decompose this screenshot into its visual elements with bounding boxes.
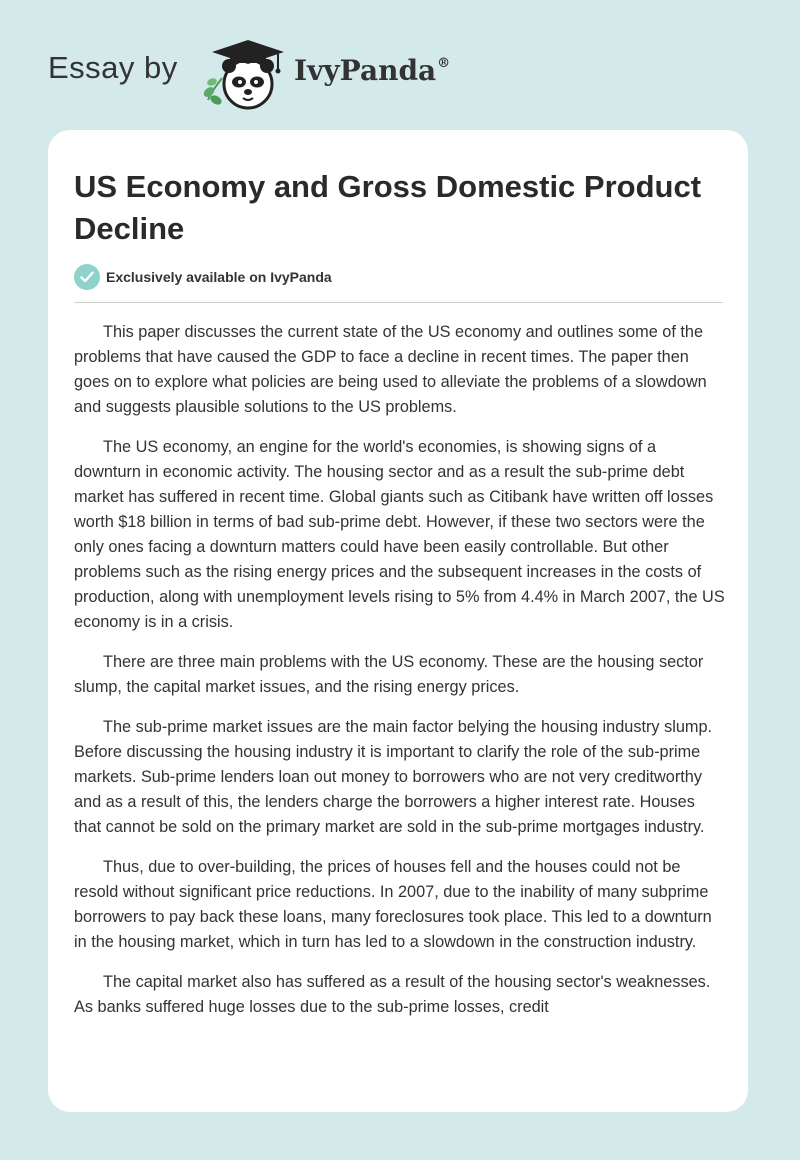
paragraph: There are three main problems with the US economy. These are the housing sector slump, the capital market issues, and the rising energy prices. (74, 653, 704, 696)
panda-logo-icon[interactable] (200, 34, 292, 114)
essay-body (74, 320, 726, 1080)
paragraph: This paper discusses the current state of the US economy and outlines some of the problems that have caused the GDP to face a decline in recent times. The paper then goes on to explore what policies are being used to alleviate the problems of a slowdown and suggests plausible solutions to the US problems. (74, 323, 707, 416)
paragraph: The capital market also has suffered as a result of the housing sector's weaknesses. As banks suffered huge losses due to the sub-prime losses, credit (74, 973, 711, 1016)
essay-card (48, 130, 748, 1112)
essay-by-label: Essay by (48, 50, 178, 85)
paragraph: The sub-prime market issues are the main factor belying the housing industry slump. Before discussing the housing industry it is important to clarify the role of the sub-prime markets. Sub-prime lenders loan out money to borrowers who are not very creditworthy and as a result of this, the lenders charge the borrowers a higher interest rate. Houses that cannot be sold on the primary market are sold in the sub-prime mortgages industry. (74, 718, 713, 836)
exclusive-badge (74, 264, 332, 290)
brand-name-text: IvyPanda (294, 54, 437, 87)
site-header (48, 30, 508, 110)
essay-title: US Economy and Gross Domestic Product Decline (74, 169, 702, 246)
paragraph: Thus, due to over-building, the prices of houses fell and the houses could not be resold without significant price reductions. In 2007, due to the inability of many subprime borrowers to pay back these loans, many foreclosures took place. This led to a downturn in the housing market, which in turn has led to a slowdown in the construction industry. (74, 858, 712, 951)
registered-mark: ® (437, 56, 451, 71)
ivypanda-brand-name[interactable] (294, 54, 450, 87)
divider (74, 302, 723, 303)
paragraph: The US economy, an engine for the world's economies, is showing signs of a downturn in economic activity. The housing sector and as a result the sub-prime debt market has suffered in recent time. Global giants such as Citibank have written off losses worth $18 billion in terms of bad sub-prime debt. However, if these two sectors were the only ones facing a downturn matters could have been easily controllable. But other problems such as the rising energy prices and the subsequent increases in the costs of production, along with unemployment levels rising to 5% from 4.4% in March 2007, the US economy is in a crisis. (74, 438, 725, 631)
exclusive-label: Exclusively available on IvyPanda (106, 269, 332, 285)
check-circle-icon (74, 264, 100, 290)
check-mark-graphic (80, 271, 94, 283)
panda-logo-graphic (200, 34, 292, 114)
